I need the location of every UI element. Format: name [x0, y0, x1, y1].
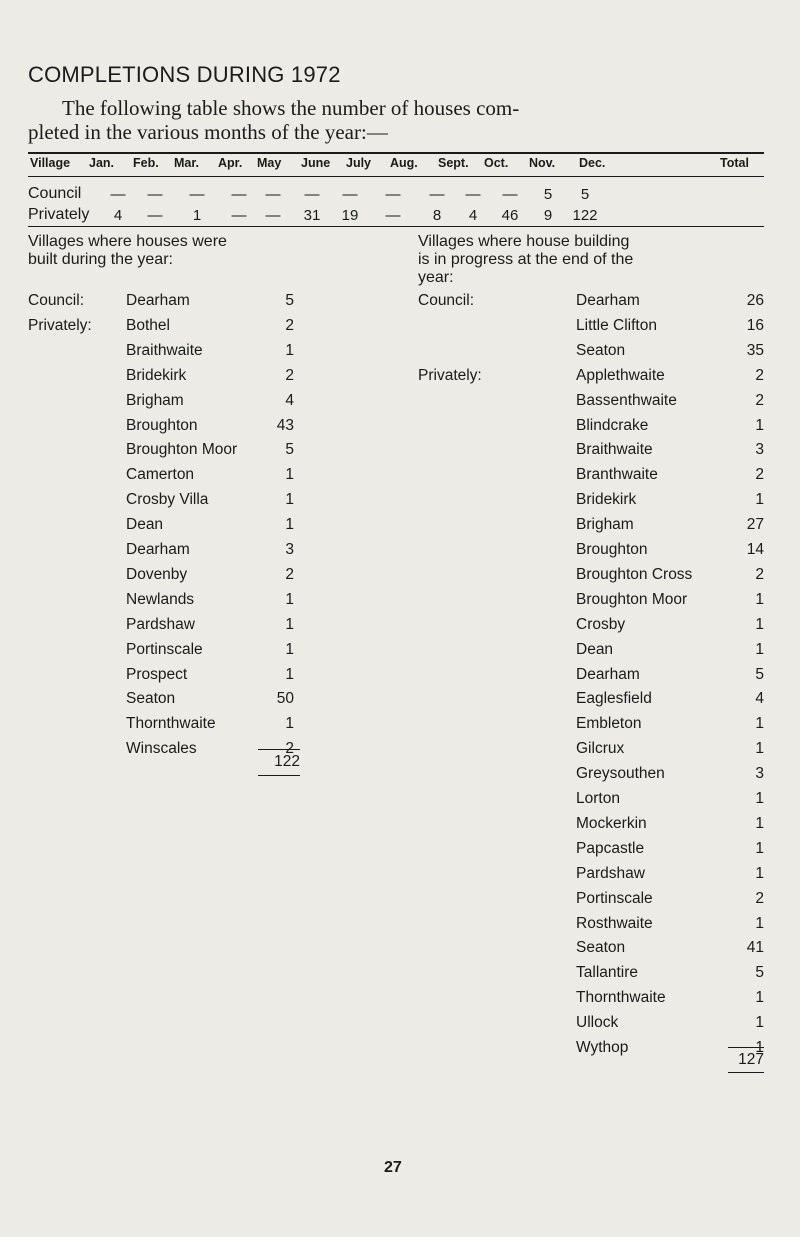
column-header: July [346, 156, 372, 170]
list-item [28, 591, 298, 615]
table-header-rule [28, 176, 764, 177]
list-item [418, 541, 768, 565]
list-item [418, 989, 768, 1013]
list-item-count: 1 [285, 491, 294, 509]
list-item-place: Camerton [126, 466, 195, 484]
list-item [418, 516, 768, 540]
table-row-label: Privately [28, 206, 90, 223]
list-item-place: Broughton [126, 416, 198, 434]
right-section-title [418, 233, 633, 287]
page-heading: COMPLETIONS DURING 1972 [28, 62, 341, 87]
right-total-rule-top [728, 1047, 764, 1048]
right-title-line-2: is in progress at the end of the [418, 251, 634, 268]
right-title-line-1: Villages where house building [418, 233, 630, 250]
list-item-count: 1 [755, 814, 764, 832]
left-total-rule-top [258, 749, 300, 750]
list-item-count: 2 [755, 889, 764, 907]
table-cell: — [304, 186, 320, 203]
page-number: 27 [384, 1159, 402, 1176]
column-header: Jan. [89, 156, 115, 170]
list-item-count: 1 [755, 864, 764, 882]
right-total: 127 [738, 1051, 764, 1068]
list-item-place: Embleton [576, 715, 642, 733]
list-item-count: 3 [755, 441, 764, 459]
column-header: May [257, 156, 282, 170]
column-header: Dec. [579, 156, 606, 170]
list-item [418, 690, 768, 714]
list-item-place: Winscales [126, 740, 197, 758]
table-cell: — [465, 186, 481, 203]
table-cell: — [265, 186, 281, 203]
list-item [418, 616, 768, 640]
list-item [418, 915, 768, 939]
table-cell: — [189, 186, 205, 203]
list-item-place: Dean [576, 640, 614, 658]
list-item-place: Portinscale [576, 889, 653, 907]
column-header: Mar. [174, 156, 200, 170]
list-item-place: Gilcrux [576, 740, 625, 758]
list-item-count: 1 [755, 989, 764, 1007]
list-item-count: 1 [755, 1014, 764, 1032]
list-item-place: Thornthwaite [576, 989, 666, 1007]
table-cell: 46 [501, 207, 519, 224]
table-cell: — [231, 207, 247, 224]
list-item-place: Greysouthen [576, 765, 665, 783]
list-item-count: 2 [755, 391, 764, 409]
list-item-place: Braithwaite [576, 441, 653, 459]
list-item-place: Newlands [126, 590, 195, 608]
table-cell: 31 [303, 207, 321, 224]
list-item-place: Little Clifton [576, 316, 657, 334]
list-item-place: Broughton Moor [126, 441, 238, 459]
list-item-count: 3 [285, 541, 294, 558]
list-item-count: 50 [276, 690, 294, 708]
list-item-count: 5 [755, 964, 764, 982]
right-total-rule-bottom [728, 1072, 764, 1073]
table-cell: — [502, 186, 518, 203]
list-item [418, 865, 768, 889]
list-item [418, 392, 768, 416]
list-item-count: 41 [746, 939, 764, 957]
list-item [418, 441, 768, 465]
list-item-count: 1 [285, 516, 294, 534]
list-item-count: 1 [755, 715, 764, 733]
list-item-category: Privately: [28, 316, 92, 334]
intro-line-2: pleted in the various months of the year:— [28, 120, 388, 144]
list-item [28, 566, 298, 590]
list-item [418, 740, 768, 764]
list-item-place: Papcastle [576, 839, 645, 857]
list-item-place: Pardshaw [126, 615, 195, 633]
column-header: June [301, 156, 331, 170]
list-item [28, 491, 298, 515]
list-item-count: 2 [755, 366, 764, 384]
list-item [28, 317, 298, 341]
list-item [418, 417, 768, 441]
list-item [418, 715, 768, 739]
list-item-place: Seaton [576, 939, 626, 957]
list-item [418, 566, 768, 590]
list-item-place: Blindcrake [576, 416, 649, 434]
list-item-count: 1 [755, 491, 764, 509]
list-item-place: Dearham [126, 292, 190, 309]
list-item-count: 2 [285, 366, 294, 384]
list-item-place: Lorton [576, 790, 620, 807]
list-item-place: Tallantire [576, 964, 639, 982]
list-item-place: Dearham [126, 541, 190, 558]
list-item-count: 1 [755, 740, 764, 758]
list-item [28, 417, 298, 441]
list-item [418, 1014, 768, 1038]
list-item [28, 441, 298, 465]
list-item-count: 5 [755, 665, 764, 683]
table-cell: 4 [468, 207, 478, 224]
list-item [28, 516, 298, 540]
list-item-place: Seaton [126, 690, 176, 708]
table-cell: 4 [113, 207, 123, 224]
list-item-place: Thornthwaite [126, 715, 216, 733]
column-header: Total [720, 156, 749, 170]
list-item-place: Dovenby [126, 565, 188, 583]
left-total: 122 [274, 753, 300, 770]
list-item-place: Mockerkin [576, 814, 647, 832]
list-item-place: Crosby [576, 615, 626, 633]
list-item-category: Privately: [418, 366, 482, 384]
list-item-count: 5 [285, 441, 294, 459]
table-cell: — [147, 207, 163, 224]
list-item [28, 616, 298, 640]
list-item [418, 666, 768, 690]
column-header: Sept. [438, 156, 469, 170]
list-item-count: 26 [746, 292, 764, 309]
list-item [418, 964, 768, 988]
list-item [418, 815, 768, 839]
list-item-count: 4 [755, 690, 764, 708]
list-item-place: Bothel [126, 316, 170, 334]
table-cell: 8 [432, 207, 442, 224]
list-item-place: Brigham [576, 516, 634, 534]
list-item-count: 3 [755, 765, 764, 783]
list-item [418, 790, 768, 814]
list-item [28, 392, 298, 416]
list-item-category: Council: [28, 292, 84, 309]
list-item [418, 491, 768, 515]
list-item-count: 2 [285, 565, 294, 583]
list-item-count: 1 [285, 466, 294, 484]
list-item [28, 641, 298, 665]
list-item [28, 690, 298, 714]
list-item-count: 1 [285, 640, 294, 658]
table-cell: — [231, 186, 247, 203]
table-cell: — [385, 186, 401, 203]
list-item [28, 666, 298, 690]
list-item-count: 1 [285, 341, 294, 359]
list-item-count: 43 [276, 416, 294, 434]
column-header: Oct. [484, 156, 509, 170]
column-header: Feb. [133, 156, 159, 170]
intro-paragraph [28, 96, 762, 144]
list-item-place: Wythop [576, 1039, 629, 1056]
table-cell: 19 [341, 207, 359, 224]
list-item [418, 840, 768, 864]
list-item [28, 715, 298, 739]
list-item-place: Dearham [576, 292, 640, 309]
list-item-count: 1 [755, 790, 764, 807]
list-item-category: Council: [418, 292, 474, 309]
intro-line-1: The following table shows the number of houses com- [62, 96, 520, 120]
list-item-place: Branthwaite [576, 466, 658, 484]
left-section-title [28, 233, 227, 269]
list-item [418, 342, 768, 366]
list-item-place: Brigham [126, 391, 184, 409]
list-item [28, 367, 298, 391]
list-item-place: Pardshaw [576, 864, 645, 882]
table-cell: 5 [543, 186, 553, 203]
list-item-count: 1 [755, 914, 764, 932]
list-item [418, 591, 768, 615]
list-item [418, 890, 768, 914]
list-item-place: Portinscale [126, 640, 203, 658]
column-header-village: Village [30, 156, 71, 170]
list-item-count: 1 [285, 715, 294, 733]
list-item [418, 939, 768, 963]
list-item-place: Seaton [576, 341, 626, 359]
table-top-rule [28, 152, 764, 154]
table-cell: — [342, 186, 358, 203]
list-item-place: Dean [126, 516, 164, 534]
column-header: Nov. [529, 156, 556, 170]
list-item-place: Bridekirk [576, 491, 637, 509]
list-item-count: 1 [755, 590, 764, 608]
list-item-count: 16 [746, 316, 764, 334]
list-item-count: 4 [285, 391, 294, 409]
list-item [28, 292, 298, 316]
left-title-line-2: built during the year: [28, 251, 173, 268]
list-item-count: 1 [755, 416, 764, 434]
list-item [418, 292, 768, 316]
list-item-place: Bassenthwaite [576, 391, 677, 409]
table-bottom-rule [28, 226, 764, 227]
list-item-place: Broughton Cross [576, 565, 693, 583]
list-item-count: 2 [755, 466, 764, 484]
list-item [418, 317, 768, 341]
list-item-place: Dearham [576, 665, 640, 683]
list-item-place: Applethwaite [576, 366, 665, 384]
list-item-count: 2 [285, 316, 294, 334]
table-cell: — [147, 186, 163, 203]
list-item-count: 2 [755, 565, 764, 583]
table-cell: — [385, 207, 401, 224]
list-item-count: 14 [746, 541, 764, 558]
list-item [418, 367, 768, 391]
list-item-place: Crosby Villa [126, 491, 209, 509]
table-cell: 5 [580, 186, 590, 203]
list-item [28, 342, 298, 366]
list-item-place: Rosthwaite [576, 914, 653, 932]
list-item-count: 5 [285, 292, 294, 309]
list-item-place: Broughton [576, 541, 648, 558]
list-item-place: Prospect [126, 665, 188, 683]
list-item-count: 1 [285, 590, 294, 608]
table-row-label: Council [28, 185, 82, 202]
left-total-rule-bottom [258, 775, 300, 776]
list-item [28, 541, 298, 565]
list-item-count: 1 [285, 665, 294, 683]
list-item [418, 765, 768, 789]
list-item-count: 1 [755, 615, 764, 633]
left-title-line-1: Villages where houses were [28, 233, 227, 250]
table-cell: 122 [572, 207, 598, 224]
table-cell: 9 [543, 207, 553, 224]
list-item-place: Eaglesfield [576, 690, 652, 708]
list-item-count: 27 [746, 516, 764, 534]
list-item-place: Bridekirk [126, 366, 187, 384]
list-item-place: Ullock [576, 1014, 619, 1032]
list-item-count: 35 [746, 341, 764, 359]
column-header: Apr. [218, 156, 243, 170]
list-item-place: Braithwaite [126, 341, 203, 359]
right-title-line-3: year: [418, 269, 454, 286]
list-item-count: 1 [755, 839, 764, 857]
list-item-count: 1 [755, 640, 764, 658]
table-cell: — [265, 207, 281, 224]
table-cell: — [110, 186, 126, 203]
list-item-count: 1 [285, 615, 294, 633]
table-cell: — [429, 186, 445, 203]
list-item [28, 466, 298, 490]
list-item [418, 466, 768, 490]
table-cell: 1 [192, 207, 202, 224]
list-item-place: Broughton Moor [576, 590, 688, 608]
list-item [418, 641, 768, 665]
column-header: Aug. [390, 156, 418, 170]
